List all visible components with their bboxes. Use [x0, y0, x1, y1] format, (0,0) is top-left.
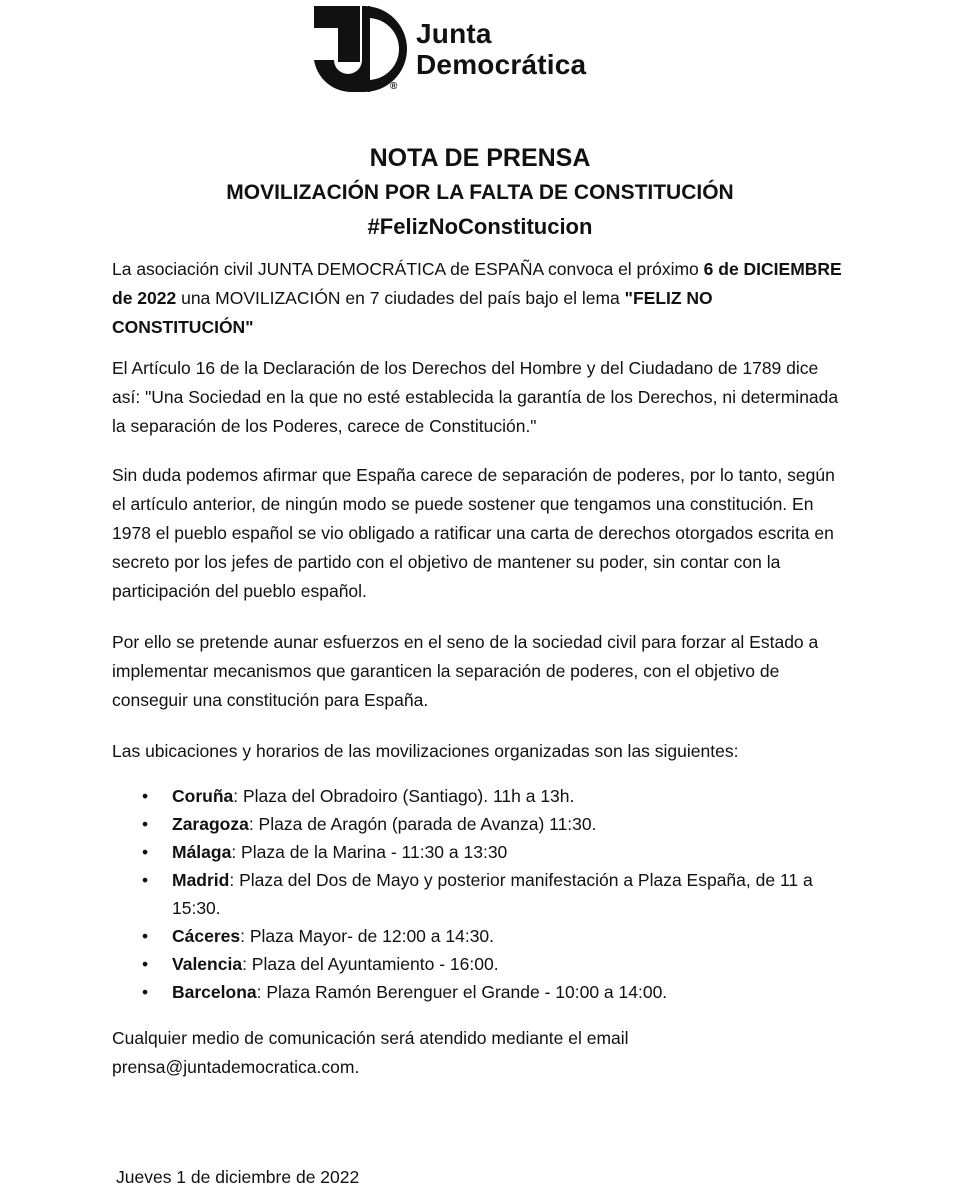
page-subtitle: MOVILIZACIÓN POR LA FALTA DE CONSTITUCIÓN — [226, 181, 734, 204]
intro-text-a: La asociación civil JUNTA DEMOCRÁTICA de ESPAÑA convoca el próximo — [112, 259, 704, 279]
bullet-icon: • — [142, 954, 149, 974]
bullet-icon: • — [142, 982, 149, 1002]
page-title: NOTA DE PRENSA — [369, 144, 591, 172]
logo-wordmark — [416, 18, 586, 80]
location-city: Cáceres — [172, 926, 241, 946]
paragraph-civil-society: Por ello se pretende aunar esfuerzos en el seno de la sociedad civil para forzar al Estado a implementar mecanismos que garanticen la separación de poderes, con el objetivo de conseguir una constitución para España. — [112, 632, 819, 710]
paragraph-article-16: El Artículo 16 de la Declaración de los Derechos del Hombre y del Ciudadano de 1789 dice así: "Una Sociedad en la que no esté establecida la garantía de los Derechos, ni determinada la separación de los Poderes, carece de Constitución." — [112, 358, 839, 436]
location-city: Coruña — [172, 786, 234, 806]
bullet-icon: • — [142, 926, 149, 946]
bullet-icon: • — [142, 814, 149, 834]
paragraph-locations-intro: Las ubicaciones y horarios de las movilizaciones organizadas son las siguientes: — [112, 741, 739, 761]
location-detail: : Plaza Ramón Berenguer el Grande - 10:00 a 14:00. — [256, 982, 668, 1002]
header — [0, 140, 960, 244]
paragraph-separation-of-powers: Sin duda podemos afirmar que España carece de separación de poderes, por lo tanto, según el artículo anterior, de ningún modo se puede sostener que tengamos una constitución. En 1978 el pueblo español se vio obligado a ratificar una carta de derechos otorgados escrita en secreto por los jefes de partido con el objetivo de mantener su poder, sin contar con la participación del pueblo español. — [112, 465, 835, 601]
list-item — [142, 782, 848, 810]
list-item — [142, 978, 848, 1006]
list-item — [142, 838, 848, 866]
location-city: Barcelona — [172, 982, 257, 1002]
intro-date: 6 de DICIEMBRE de 2022 — [112, 259, 842, 308]
release-date: Jueves 1 de diciembre de 2022 — [116, 1167, 360, 1187]
logo-line-2: Democrática — [416, 49, 587, 80]
location-city: Valencia — [172, 954, 243, 974]
list-item — [142, 810, 848, 838]
location-detail: : Plaza del Ayuntamiento - 16:00. — [242, 954, 499, 974]
list-item — [142, 922, 848, 950]
press-release-body — [112, 255, 848, 1098]
location-city: Málaga — [172, 842, 232, 862]
locations-list — [112, 782, 848, 1006]
location-city: Madrid — [172, 870, 230, 890]
bullet-icon: • — [142, 870, 149, 890]
paragraph-contact: Cualquier medio de comunicación será atendido mediante el email prensa@juntademocratica.com. — [112, 1028, 629, 1077]
location-detail: : Plaza del Dos de Mayo y posterior manifestación a Plaza España, de 11 a 15:30. — [172, 870, 813, 918]
location-detail: : Plaza del Obradoiro (Santiago). 11h a 13h. — [233, 786, 575, 806]
bullet-icon: • — [142, 842, 149, 862]
location-detail: : Plaza Mayor- de 12:00 a 14:30. — [240, 926, 495, 946]
intro-text-c: una MOVILIZACIÓN en 7 ciudades del país bajo el lema — [176, 288, 625, 308]
hashtag: #FelizNoConstitucion — [367, 214, 593, 239]
intro-slogan: "FELIZ NO CONSTITUCIÓN" — [112, 288, 713, 337]
location-detail: : Plaza de Aragón (parada de Avanza) 11:30. — [248, 814, 597, 834]
logo — [312, 4, 642, 96]
paragraph-intro — [112, 255, 848, 342]
list-item — [142, 866, 848, 922]
bullet-icon: • — [142, 786, 149, 806]
registered-mark: ® — [390, 81, 398, 92]
logo-line-1: Junta — [416, 18, 492, 49]
list-item — [142, 950, 848, 978]
location-city: Zaragoza — [172, 814, 249, 834]
location-detail: : Plaza de la Marina - 11:30 a 13:30 — [231, 842, 508, 862]
